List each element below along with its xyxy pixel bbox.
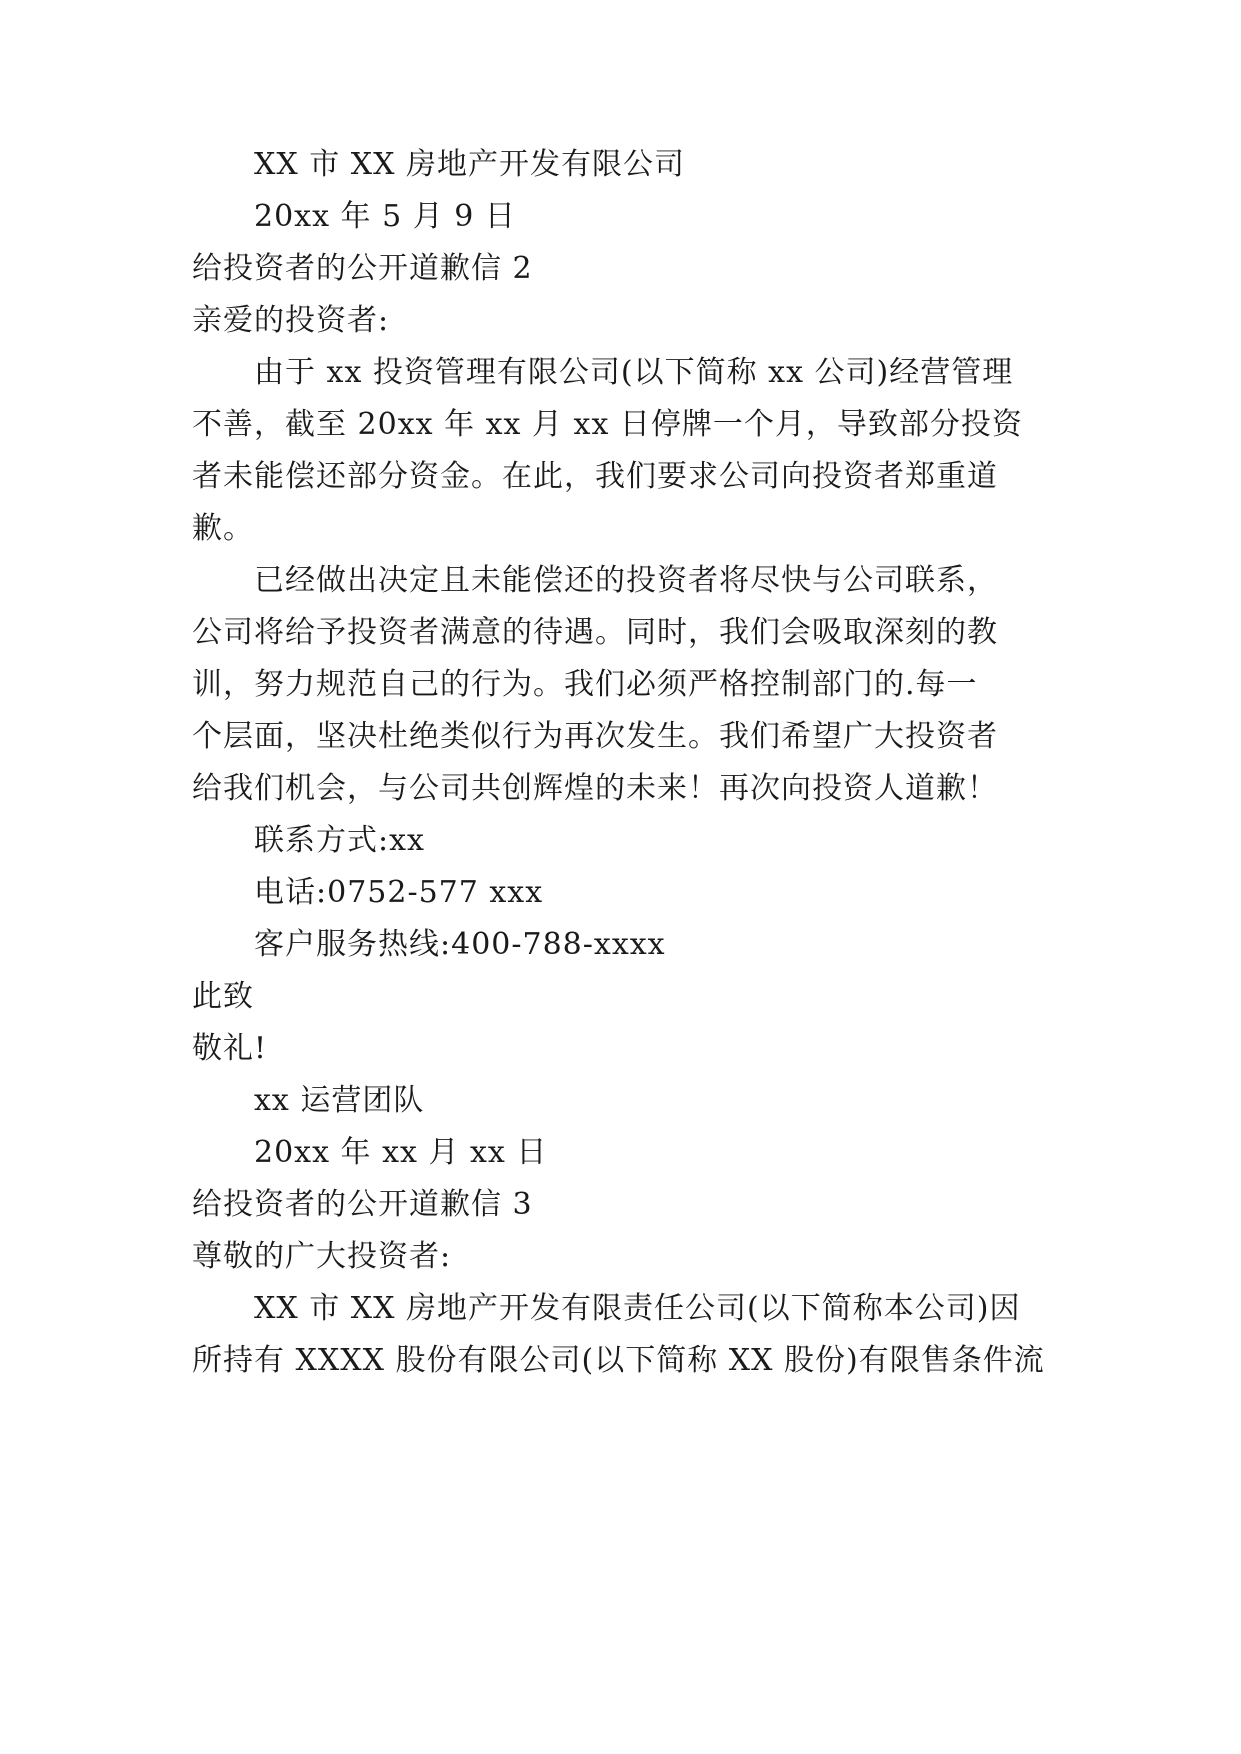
paragraph-line: 所持有 XXXX 股份有限公司(以下简称 XX 股份)有限售条件流 <box>192 1343 1045 1378</box>
paragraph-line: XX 市 XX 房地产开发有限责任公司(以下简称本公司)因 <box>254 1291 1021 1326</box>
service-hotline: 客户服务热线:400-788-xxxx <box>254 927 666 962</box>
salutation: 亲爱的投资者: <box>192 303 390 338</box>
closing-line-1: 此致 <box>192 979 254 1014</box>
paragraph-line: 者未能偿还部分资金。在此，我们要求公司向投资者郑重道 <box>192 459 998 494</box>
paragraph-line: 给我们机会，与公司共创辉煌的未来！再次向投资人道歉！ <box>192 771 998 806</box>
closing-line-2: 敬礼! <box>192 1031 268 1066</box>
paragraph-line: 歉。 <box>192 511 254 546</box>
signature-team: xx 运营团队 <box>254 1083 425 1118</box>
phone-number: 电话:0752-577 xxx <box>254 875 544 910</box>
paragraph-line: 个层面，坚决杜绝类似行为再次发生。我们希望广大投资者 <box>192 719 998 754</box>
letter-title-3: 给投资者的公开道歉信 3 <box>192 1187 533 1222</box>
signature-company: XX 市 XX 房地产开发有限公司 <box>254 147 686 182</box>
letter-title-2: 给投资者的公开道歉信 2 <box>192 251 533 286</box>
contact-info: 联系方式:xx <box>254 823 425 858</box>
signature-date: 20xx 年 xx 月 xx 日 <box>254 1135 548 1170</box>
signature-date: 20xx 年 5 月 9 日 <box>254 199 516 234</box>
paragraph-line: 由于 xx 投资管理有限公司(以下简称 xx 公司)经营管理 <box>254 355 1014 390</box>
paragraph-line: 公司将给予投资者满意的待遇。同时，我们会吸取深刻的教 <box>192 615 998 650</box>
paragraph-line: 已经做出决定且未能偿还的投资者将尽快与公司联系， <box>254 563 998 598</box>
paragraph-line: 训，努力规范自己的行为。我们必须严格控制部门的.每一 <box>192 667 978 702</box>
salutation: 尊敬的广大投资者: <box>192 1239 452 1274</box>
paragraph-line: 不善，截至 20xx 年 xx 月 xx 日停牌一个月，导致部分投资 <box>192 407 1023 442</box>
